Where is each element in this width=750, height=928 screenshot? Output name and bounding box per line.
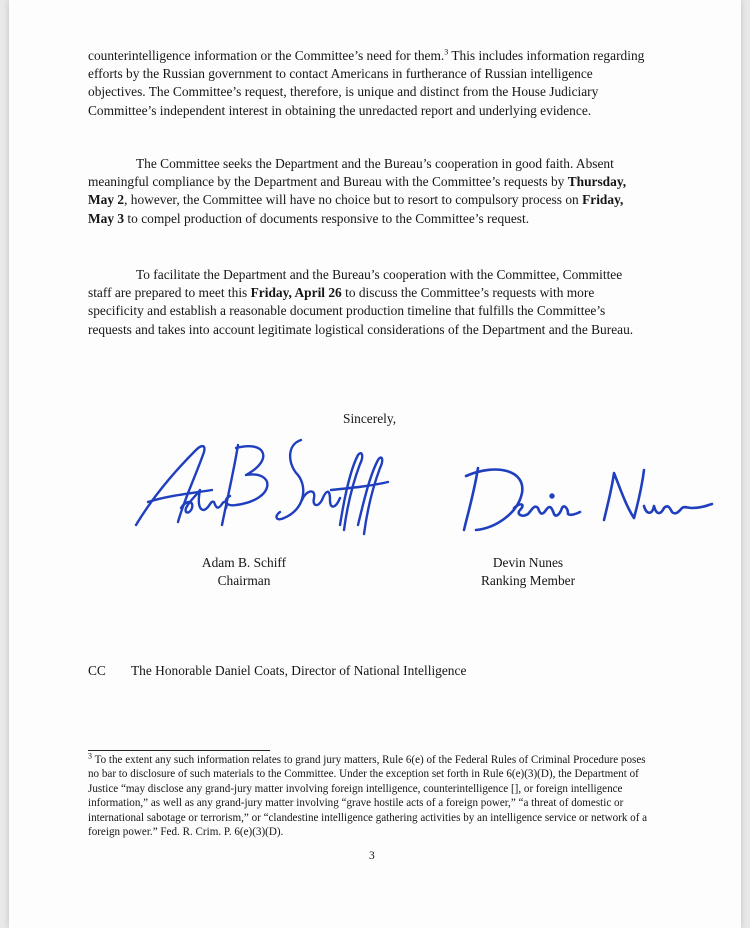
- p1-text-a: counterintelligence information or the Committee’s need for them.: [88, 48, 445, 63]
- nunes-signature-block: [443, 554, 613, 590]
- schiff-signature-block: [164, 554, 324, 590]
- footnote-marker: 3: [88, 751, 92, 761]
- cc-label: CC: [88, 663, 106, 678]
- paragraph-3: [88, 266, 648, 339]
- schiff-signature-image: [126, 430, 391, 540]
- p2-text-a: The Committee seeks the Department and the Bureau’s cooperation in good faith. Absent meaningful compliance by the Department and Bureau with the Committee’s requests by: [88, 156, 614, 190]
- nunes-name: Devin Nunes: [492, 555, 564, 570]
- p2-text-b: , however, the Committee will have no choice but to resort to compulsory process on: [124, 192, 583, 208]
- p2-text-c: to compel production of documents responsive to the Committee’s request.: [124, 210, 530, 226]
- nunes-title: Ranking Member: [480, 573, 576, 588]
- nunes-signature-image: [456, 458, 716, 538]
- cc-line: [88, 663, 466, 679]
- paragraph-2: [88, 155, 648, 228]
- paragraph-1: [88, 47, 648, 120]
- footnote-ref: 3: [444, 47, 449, 57]
- p3-date-friday: Friday, April 26: [250, 285, 342, 301]
- p2-date-thursday: Thursday, May 2: [88, 174, 627, 208]
- p2-date-friday: Friday, May 3: [88, 192, 624, 226]
- closing: Sincerely,: [343, 411, 397, 426]
- p1-text-b: This includes information regarding efforts by the Russian government to contact Americans in furtherance of Russian intelligence objectives. The Committee’s request, therefore, is unique and distinct from the House Judiciary Committee’s independent interest in obtaining the unredacted report and underlying evidence.: [88, 48, 645, 118]
- letter-page: [9, 0, 741, 928]
- footnote: [88, 753, 653, 839]
- footnote-text: To the extent any such information relates to grand jury matters, Rule 6(e) of the Federal Rules of Criminal Procedure poses no bar to disclosure of such materials to the Committee. Under the exception set forth in Rule 6(e)(3)(D), the Department of Justice “may disclose any grand-jury matter involving foreign intelligence, counterintelligence [], or foreign intelligence information,” as well as any grand-jury matter involving “grave hostile acts of a foreign power,” “a threat of domestic or international sabotage or terrorism,” or “clandestine intelligence gathering activities by an intelligence service or network of a foreign power.” Fed. R. Crim. P. 6(e)(3)(D).: [88, 754, 648, 839]
- footnote-divider: [88, 750, 270, 751]
- schiff-title: Chairman: [217, 573, 271, 588]
- schiff-name: Adam B. Schiff: [201, 555, 287, 570]
- page-number: 3: [369, 850, 375, 862]
- p3-text-b: to discuss the Committee’s requests with more specificity and establish a reasonable document production timeline that fulfills the Committee’s requests and takes into account legitimate logistical considerations of the Department and the Bureau.: [88, 285, 634, 337]
- p3-text-a: To facilitate the Department and the Bureau’s cooperation with the Committee, Committee staff are prepared to meet this: [88, 267, 623, 301]
- cc-recipient: The Honorable Daniel Coats, Director of National Intelligence: [131, 663, 467, 678]
